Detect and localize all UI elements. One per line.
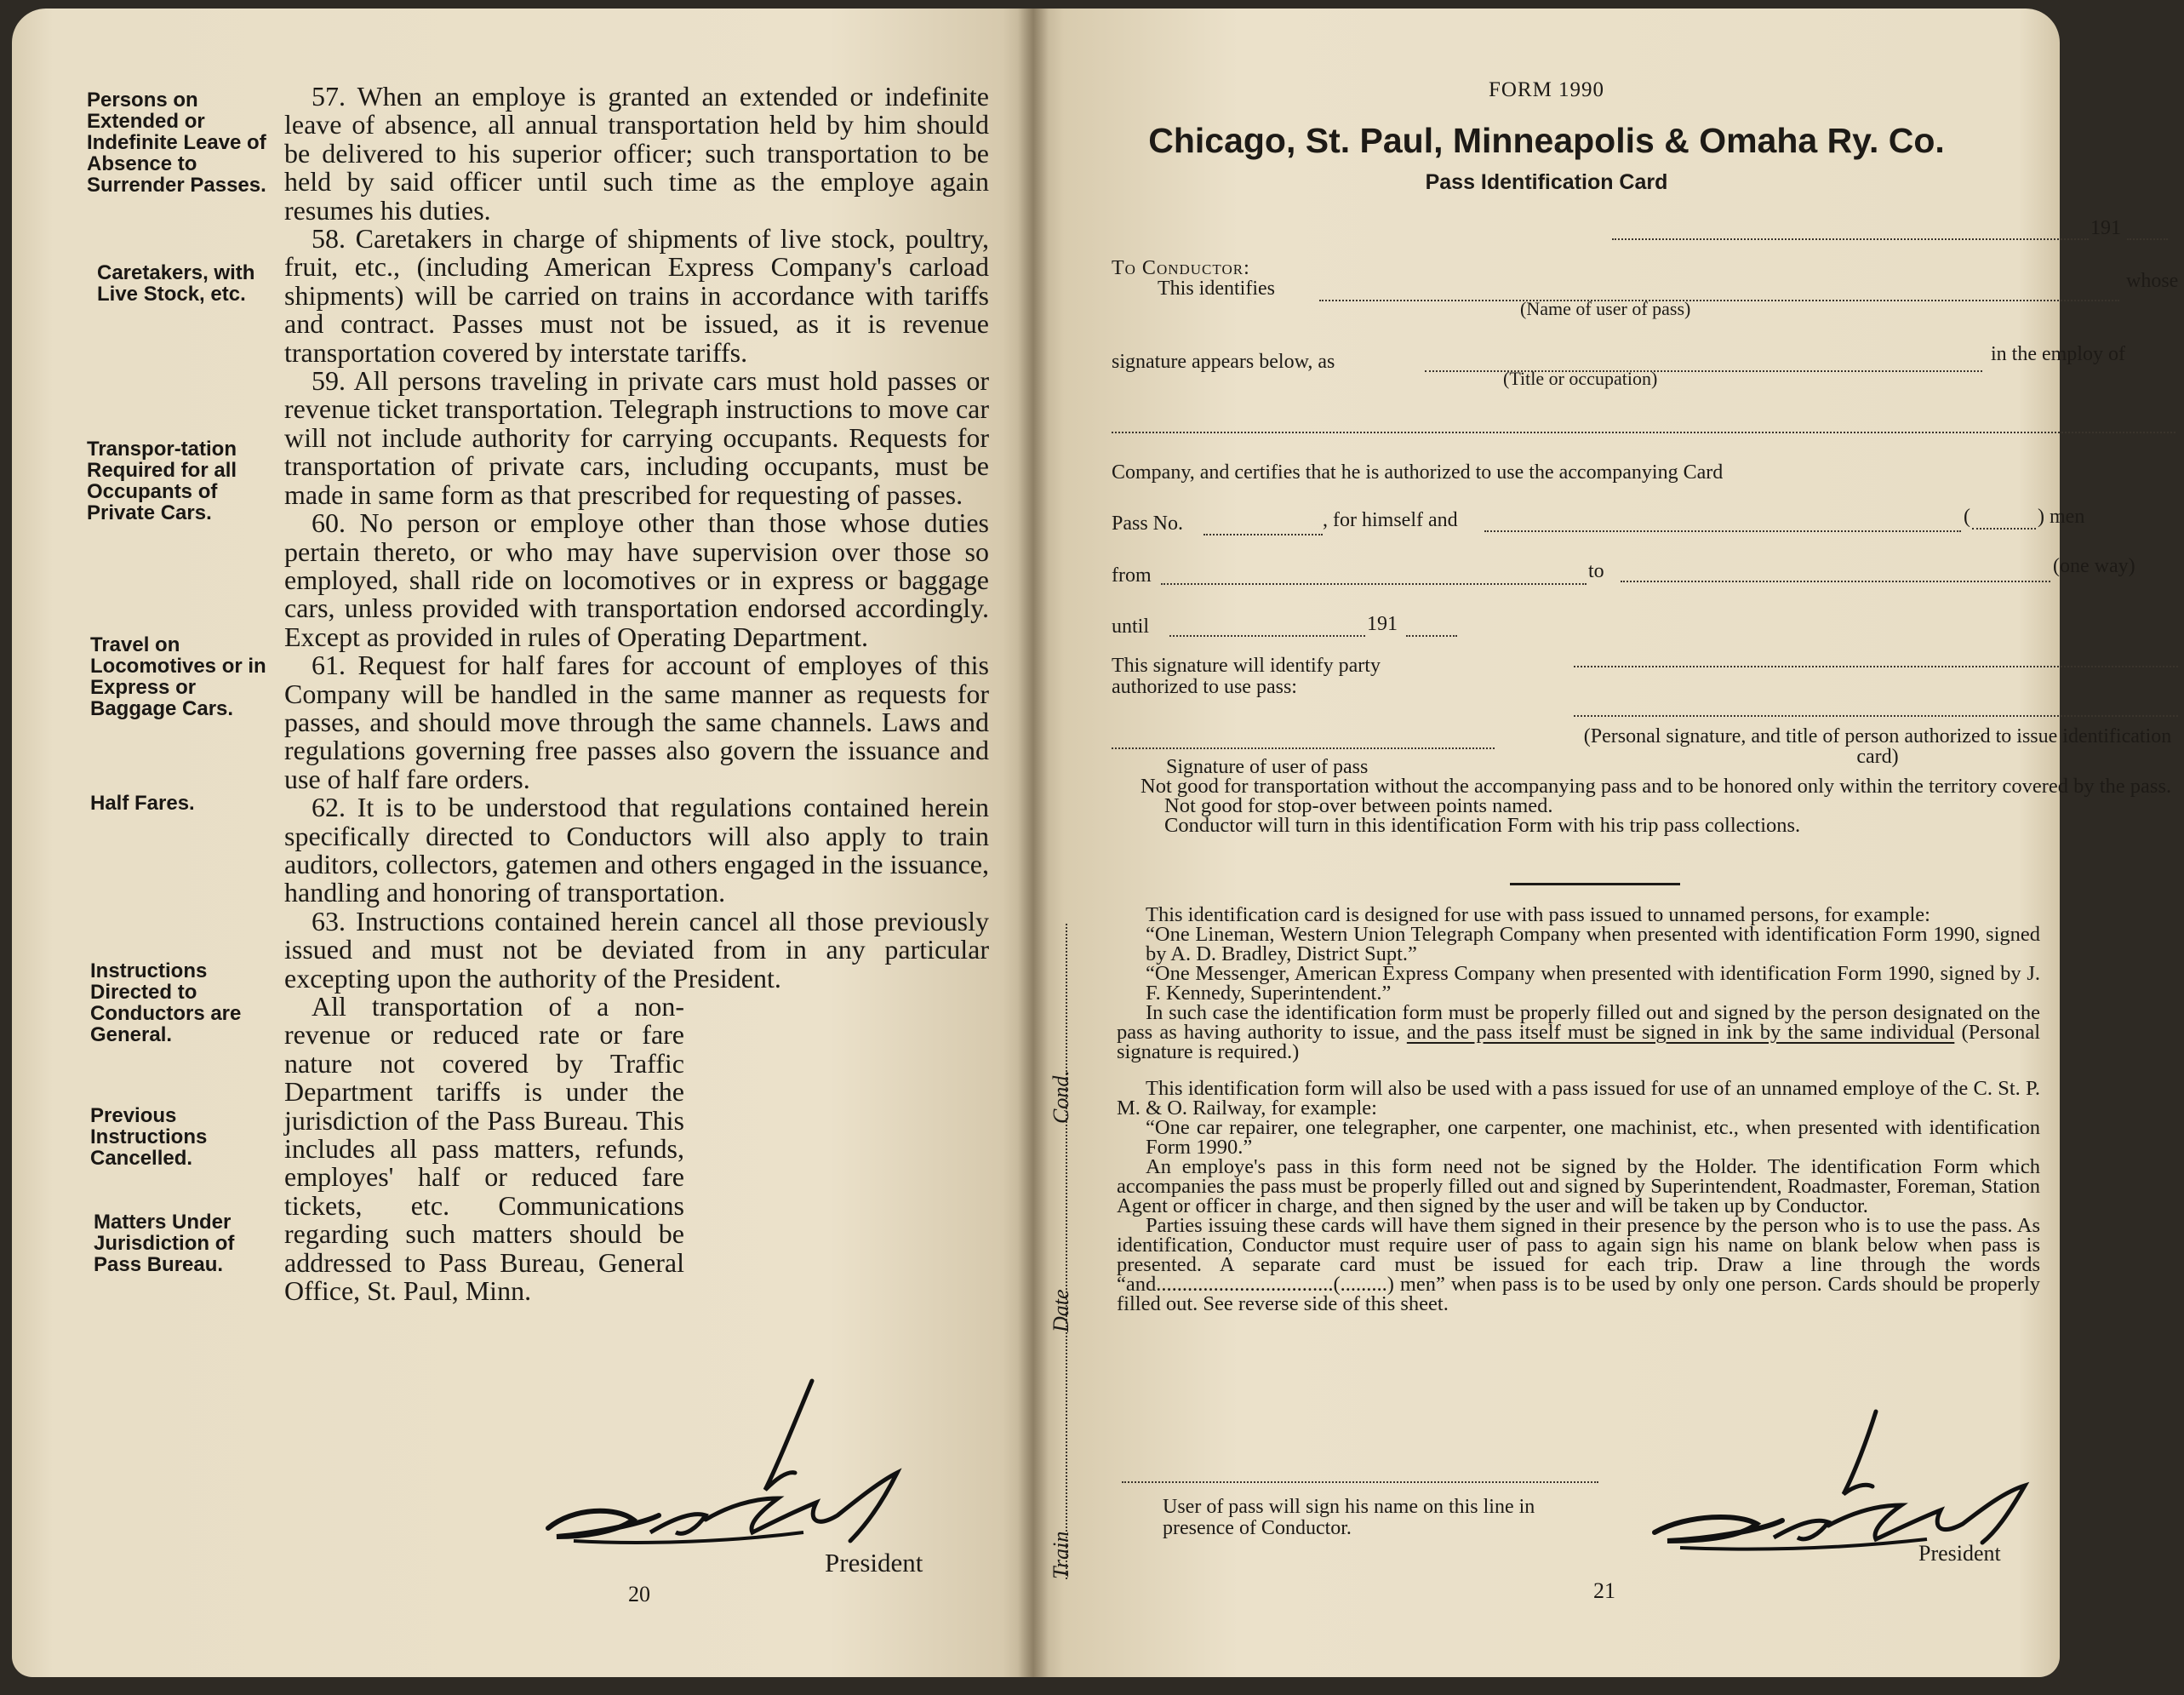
margin-note-cancelled: Previous Instructions Cancelled. <box>90 1104 208 1170</box>
card-title: Pass Identification Card <box>1425 170 1668 194</box>
right-page <box>1033 9 2179 1677</box>
company-certifies: Company, and certifies that he is authorized to use the accompanying Card <box>1112 461 1724 484</box>
margin-note-caretakers: Caretakers, with Live Stock, etc. <box>97 261 255 306</box>
issuer-signature-line-1[interactable] <box>1574 666 2178 667</box>
year-prefix: 191 <box>2090 217 2121 239</box>
rules-text <box>284 83 989 1305</box>
rule-58: 58. Caretakers in charge of shipments of live stock, poultry, fruit, etc., (including American Express Company's carload shipments) will be carried on trains in accordance with tariffs and contract. Passes must not be issued, as it is revenue transportation covered by interstate tariffs. <box>284 223 989 368</box>
rule-63: 63. Instructions contained herein cancel all those previously issued and must not be deviated from in any particular excepting upon the authority of the President. <box>284 905 989 994</box>
president-signature-left <box>523 1371 931 1566</box>
to-label: to <box>1588 560 1604 582</box>
until-label: until <box>1112 616 1150 638</box>
user-sign-instruction: User of pass will sign his name on this line in presence of Conductor. <box>1163 1496 1535 1539</box>
until-field[interactable] <box>1169 635 1365 637</box>
book-gutter <box>1018 9 1049 1677</box>
railway-name: Chicago, St. Paul, Minneapolis & Omaha Ry. Co. <box>1148 121 1945 160</box>
conductor-turn-in: Conductor will turn in this identification Form with his trip pass collections. <box>1164 814 1801 837</box>
margin-note-half-fares: Half Fares. <box>90 792 195 815</box>
men-count-field[interactable] <box>1972 528 2036 530</box>
rule-57: 57. When an employe is granted an extended or indefinite leave of absence, all annual transportation held by him should be delivered to his superior officer; such transportation to be held by said officer until such time as the employe again resumes his duties. <box>284 81 989 226</box>
men-open: ( <box>1964 506 1970 528</box>
president-title-left: President <box>825 1548 923 1578</box>
year-blank[interactable] <box>2127 238 2168 240</box>
side-label-date: Date <box>1049 1289 1073 1332</box>
margin-note-pass-bureau: Matters Under Jurisdiction of Pass Bureau. <box>94 1211 235 1276</box>
rule-59: 59. All persons traveling in private cars must hold passes or revenue ticket transportation. Telegraph instructions to move car will not include authority for carrying occupants. Requests for transportation of private cars, including occupants, must be made in same form as that prescribed for requesting of passes. <box>284 365 989 510</box>
to-field[interactable] <box>1621 581 2050 582</box>
side-dotted-line <box>1066 924 1067 1579</box>
one-way-label: (one way) <box>2053 555 2135 577</box>
in-employ-label: in the employ of <box>1991 343 2125 365</box>
example-messenger: “One Messenger, American Express Company when presented with identification Form 1990, signed by J. F. Kennedy, Superintendent.” <box>1146 962 2040 1005</box>
not-good-transportation: Not good for transportation without the accompanying pass and to be honored only within the territory covered by the pass. <box>1141 775 2172 798</box>
rule-61: 61. Request for half fares for account of employes of this Company will be handled in the same manner as requests for passes, and should move through the same channels. Laws and regulations governing free passes also govern the issuance and use of half fare orders. <box>284 650 989 794</box>
side-label-cond: Cond. <box>1049 1070 1073 1124</box>
men-label: ) men <box>2038 506 2085 528</box>
instruction-parties-issuing: Parties issuing these cards will have them signed in their presence by the person who is to use the pass. As identification, Conductor must require user of pass to again sign his name on blank below when pass is presented. A separate card must be issued for each trip. Draw a line through the words “and..................................(.........) men” when pass is to be used by only one person. Cards should be properly filled out. See reverse side of this sheet. <box>1117 1214 2040 1315</box>
signature-identify-text: This signature will identify party authorized to use pass: <box>1112 655 1381 698</box>
signature-appears-label: signature appears below, as <box>1112 351 1335 373</box>
instruction-unnamed-employe: This identification form will also be used with a pass issued for use of an unnamed employe of the C. St. P. M. & O. Railway, for example: <box>1117 1077 2040 1120</box>
margin-note-leave: Persons on Extended or Indefinite Leave of Absence to Surrender Passes. <box>87 89 266 197</box>
rule-60: 60. No person or employe other than those whose duties pertain thereto, or who may have supervision over those so employed, shall ride on locomotives or in express or baggage cars, unless provided with transportation endorsed accordingly. Except as provided in rules of Operating Department. <box>284 507 989 652</box>
instruction-signed-ink <box>1117 1003 2040 1062</box>
instruction-personal-required: (Personal signature is required.) <box>1117 1021 2041 1063</box>
left-page <box>12 9 1033 1677</box>
conductor-presence-signature-field[interactable] <box>1122 1481 1598 1483</box>
validity-notes <box>1112 776 2180 835</box>
instruction-employe-pass: An employe's pass in this form need not be signed by the Holder. The identification Form which accompanies the pass must be properly filled out and signed by Superintendent, Roadmaster, Foreman, Station Agent or officer in charge, and then signed by the user and will be taken up by Conductor. <box>1117 1155 2040 1217</box>
pass-number-field[interactable] <box>1203 534 1323 535</box>
section-divider <box>1510 883 1680 885</box>
user-name-field[interactable] <box>1319 300 2119 301</box>
rule-62: 62. It is to be understood that regulations contained herein specifically directed to Conductors will also apply to train auditors, collectors, gatemen and others engaged in the issuance, handling and honoring of transportation. <box>284 792 989 908</box>
signature-user-label: Signature of user of pass <box>1166 756 1369 778</box>
until-year-field[interactable] <box>1406 635 1457 637</box>
until-year: 191 <box>1367 613 1398 635</box>
companions-field[interactable] <box>1484 530 1961 532</box>
not-good-stopover: Not good for stop-over between points named. <box>1164 794 1553 817</box>
example-car-repairer: “One car repairer, one telegrapher, one carpenter, one machinist, etc., when presented with identification Form 1990.” <box>1146 1116 2040 1159</box>
name-hint: (Name of user of pass) <box>1520 298 1691 319</box>
page-number-right: 21 <box>1593 1578 1615 1603</box>
from-label: from <box>1112 564 1152 587</box>
example-lineman: “One Lineman, Western Union Telegraph Company when presented with identification Form 1990, signed by A. D. Bradley, District Supt.” <box>1146 923 2040 965</box>
page-number-left: 20 <box>628 1582 650 1606</box>
date-blank[interactable] <box>1612 238 2089 240</box>
side-label-train: Train <box>1049 1531 1073 1579</box>
instruction-unnamed: This identification card is designed for use with pass issued to unnamed persons, for example: <box>1146 903 1930 926</box>
instruction-ink-underlined: and the pass itself must be signed in ink by the same individual <box>1406 1021 1955 1044</box>
issuer-signature-line-2[interactable] <box>1574 715 2178 717</box>
instructions-block <box>1117 905 2040 1314</box>
margin-note-locomotives: Travel on Locomotives or in Express or Baggage Cars. <box>90 633 266 720</box>
pass-bureau-paragraph: All transportation of a non-revenue or reduced rate or fare nature not covered by Traffic Department tariffs is under the jurisdiction of the Pass Bureau. This includes all pass matters, refunds, employes' half or reduced fare tickets, etc. Communications regarding such matters should be addressed to Pass Bureau, General Office, St. Paul, Minn. <box>284 991 684 1307</box>
form-number: FORM 1990 <box>1488 78 1605 101</box>
for-himself-label: , for himself and <box>1323 509 1458 531</box>
to-conductor: To Conductor: <box>1112 257 1250 279</box>
title-hint: (Title or occupation) <box>1503 368 1658 389</box>
instruction-signed-text: In such case the identification form must be properly filled out and signed by the person designated on the pass as having authority to issue, <box>1117 1001 2040 1044</box>
whose-label: whose <box>2126 270 2179 292</box>
this-identifies: This identifies <box>1158 278 1275 300</box>
margin-note-private-cars: Transpor-tation Required for all Occupants of Private Cars. <box>87 438 237 524</box>
margin-note-instructions: Instructions Directed to Conductors are General. <box>90 959 242 1046</box>
president-title-right: President <box>1918 1541 2001 1566</box>
from-field[interactable] <box>1161 583 1587 585</box>
employer-field[interactable] <box>1112 432 2175 433</box>
user-signature-field[interactable] <box>1112 747 1495 749</box>
pass-no-label: Pass No. <box>1112 513 1184 535</box>
personal-signature-hint: (Personal signature, and title of person authorized to issue identification card) <box>1583 725 2172 768</box>
